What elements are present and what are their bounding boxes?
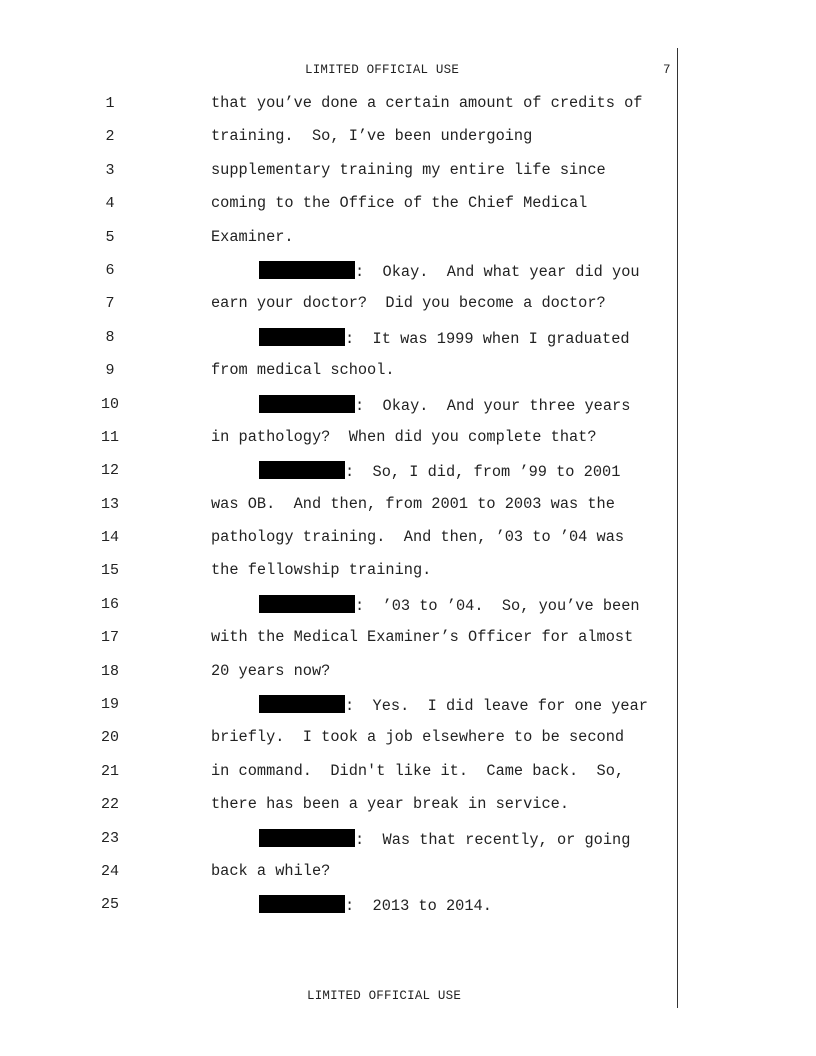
page-footer: LIMITED OFFICIAL USE — [307, 989, 462, 1003]
line-content: training. So, I’ve been undergoing — [211, 127, 533, 146]
line-content: in pathology? When did you complete that? — [211, 427, 597, 446]
speaker-turn-text — [259, 895, 492, 915]
line-content: in command. Didn't like it. Came back. So, — [211, 761, 625, 780]
line-number: 8 — [105, 328, 115, 346]
line-number: 17 — [100, 629, 119, 647]
line-number: 25 — [100, 896, 119, 914]
line-number: 22 — [100, 796, 119, 814]
transcript-line — [0, 828, 816, 861]
transcript-line — [0, 661, 816, 694]
transcript-line — [0, 594, 816, 627]
line-number: 18 — [100, 662, 119, 680]
line-content: there has been a year break in service. — [211, 795, 570, 814]
line-content: : It was 1999 when I graduated — [345, 329, 630, 348]
line-number: 7 — [105, 295, 115, 313]
speaker-turn-text — [259, 829, 630, 849]
redacted-speaker-name — [259, 261, 355, 279]
line-number: 24 — [100, 862, 119, 880]
line-text — [211, 628, 633, 646]
line-content: the fellowship training. — [211, 561, 432, 580]
line-content: Examiner. — [211, 227, 294, 246]
redacted-speaker-name — [259, 395, 355, 413]
line-number: 20 — [100, 729, 119, 747]
line-content: briefly. I took a job elsewhere to be second — [211, 728, 625, 747]
line-content: with the Medical Examiner’s Officer for almost — [211, 628, 634, 647]
transcript-line — [0, 427, 816, 460]
line-number: 5 — [105, 228, 115, 246]
line-number: 12 — [100, 462, 119, 480]
line-content: 20 years now? — [211, 661, 331, 680]
line-text — [211, 428, 597, 446]
redacted-speaker-name — [259, 595, 355, 613]
transcript-line — [0, 727, 816, 760]
line-text — [211, 762, 624, 780]
line-text — [211, 561, 431, 579]
line-number: 2 — [105, 128, 115, 146]
line-text — [211, 94, 642, 112]
line-content: : Okay. And your three years — [355, 396, 631, 415]
line-number: 16 — [100, 595, 119, 613]
line-content: coming to the Office of the Chief Medical — [211, 194, 588, 213]
speaker-turn-text — [259, 328, 630, 348]
speaker-turn-text — [259, 461, 620, 481]
line-number: 19 — [100, 696, 119, 714]
line-content: : Yes. I did leave for one year — [345, 697, 648, 716]
line-content: : Okay. And what year did you — [355, 262, 640, 281]
transcript-line — [0, 293, 816, 326]
transcript-line — [0, 560, 816, 593]
line-number: 21 — [100, 762, 119, 780]
line-number: 9 — [105, 362, 115, 380]
transcript-line — [0, 394, 816, 427]
line-text — [211, 161, 606, 179]
transcript-line — [0, 360, 816, 393]
line-number: 3 — [105, 161, 115, 179]
speaker-turn-text — [259, 695, 648, 715]
redacted-speaker-name — [259, 461, 345, 479]
transcript-line — [0, 861, 816, 894]
line-number: 4 — [105, 195, 115, 213]
line-text — [211, 662, 330, 680]
line-text — [211, 495, 615, 513]
transcript-line — [0, 260, 816, 293]
transcript-lines — [0, 93, 816, 928]
transcript-line — [0, 494, 816, 527]
speaker-turn-text — [259, 595, 640, 615]
line-content: : So, I did, from ’99 to 2001 — [345, 463, 621, 482]
line-text — [211, 728, 624, 746]
transcript-line — [0, 527, 816, 560]
line-text — [211, 862, 330, 880]
redacted-speaker-name — [259, 695, 345, 713]
redacted-speaker-name — [259, 328, 345, 346]
transcript-line — [0, 193, 816, 226]
line-number: 13 — [100, 495, 119, 513]
line-text — [211, 795, 569, 813]
redacted-speaker-name — [259, 895, 345, 913]
line-text — [211, 228, 294, 246]
line-text — [211, 528, 624, 546]
line-content: supplementary training my entire life since — [211, 160, 606, 179]
page-number: 7 — [663, 63, 671, 77]
speaker-turn-text — [259, 395, 630, 415]
line-content: earn your doctor? Did you become a doctor? — [211, 294, 606, 313]
transcript-line — [0, 894, 816, 927]
transcript-line — [0, 694, 816, 727]
line-number: 23 — [100, 829, 119, 847]
line-number: 15 — [100, 562, 119, 580]
transcript-line — [0, 126, 816, 159]
line-number: 10 — [100, 395, 119, 413]
line-content: from medical school. — [211, 361, 395, 380]
line-content: : 2013 to 2014. — [345, 897, 492, 916]
speaker-turn-text — [259, 261, 640, 281]
transcript-line — [0, 160, 816, 193]
transcript-line — [0, 761, 816, 794]
line-content: pathology training. And then, ’03 to ’04 was — [211, 528, 625, 547]
line-content: : ’03 to ’04. So, you’ve been — [355, 596, 640, 615]
header-title: LIMITED OFFICIAL USE — [305, 63, 460, 77]
line-text — [211, 194, 587, 212]
line-number: 1 — [105, 95, 115, 112]
transcript-line — [0, 93, 816, 126]
transcript-line — [0, 460, 816, 493]
line-number: 11 — [100, 428, 119, 446]
line-number: 14 — [100, 529, 119, 547]
line-number: 6 — [105, 261, 115, 279]
transcript-line — [0, 327, 816, 360]
line-content: back a while? — [211, 861, 331, 880]
line-text — [211, 294, 606, 312]
line-content: that you’ve done a certain amount of credits of — [211, 94, 643, 112]
transcript-line — [0, 227, 816, 260]
line-text — [211, 127, 532, 145]
transcript-line — [0, 627, 816, 660]
line-text — [211, 361, 395, 379]
line-content: was OB. And then, from 2001 to 2003 was the — [211, 494, 615, 513]
redacted-speaker-name — [259, 829, 355, 847]
transcript-line — [0, 794, 816, 827]
line-content: : Was that recently, or going — [355, 830, 631, 849]
